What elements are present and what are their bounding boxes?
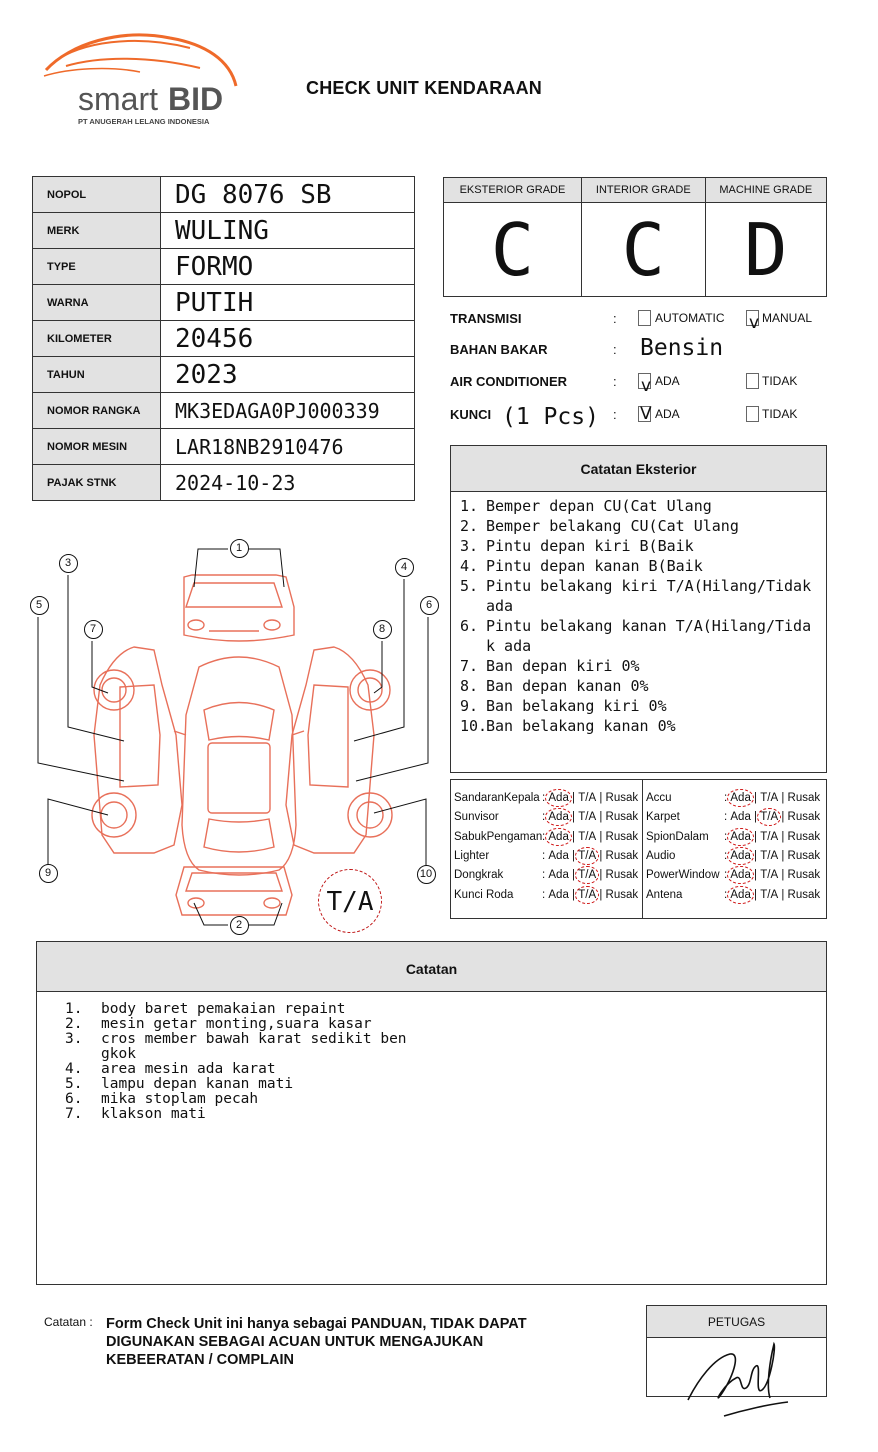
field-label: WARNA — [33, 285, 161, 321]
bahan-bakar-value: Bensin — [640, 335, 724, 361]
accessory-options-right-1: : Ada | T/A | Rusak — [724, 811, 821, 824]
machine-grade-value: D — [705, 203, 826, 297]
accessory-name-left-5: Kunci Roda — [454, 888, 514, 901]
list-item: 3. cros member bawah karat sedikit ben gkok — [65, 1031, 407, 1062]
accessory-option[interactable]: Ada — [730, 869, 751, 882]
notes-list — [37, 992, 826, 1122]
accessory-name-left-3: Lighter — [454, 849, 490, 862]
exterior-notes-panel — [450, 445, 827, 773]
list-item: 9. Ban belakang kiri 0% — [460, 697, 667, 715]
table-row — [33, 249, 415, 285]
automatic-checkbox[interactable] — [638, 310, 651, 326]
accessory-option[interactable]: T/A — [578, 792, 597, 804]
list-item: 4. Pintu depan kanan B(Baik — [460, 557, 703, 575]
list-item: 3. Pintu depan kiri B(Baik — [460, 537, 694, 555]
list-item: 2. Bemper belakang CU(Cat Ulang — [460, 517, 739, 535]
table-row — [33, 285, 415, 321]
accessory-options-right-4: : Ada | T/A | Rusak — [724, 869, 821, 882]
notes-panel — [36, 941, 827, 1285]
notes-title: Catatan — [37, 942, 826, 992]
accessory-options-right-0: : Ada | T/A | Rusak — [724, 792, 821, 804]
accessory-option[interactable]: Ada — [548, 849, 569, 862]
exterior-notes-list — [451, 492, 826, 736]
car-outline-icon — [24, 535, 444, 935]
diagram-marker-8: 8 — [373, 620, 392, 639]
car-swoosh-icon — [40, 26, 250, 130]
page-title: CHECK UNIT KENDARAAN — [306, 78, 542, 98]
accessory-option[interactable]: Ada — [548, 869, 569, 882]
ac-ada-option-label: ADA — [655, 374, 680, 388]
field-label: NOMOR RANGKA — [33, 393, 161, 429]
table-row — [33, 393, 415, 429]
accessory-option[interactable]: T/A — [760, 849, 779, 862]
field-value: 2023 — [161, 357, 415, 393]
field-value: PUTIH — [161, 285, 415, 321]
list-item: 6. Pintu belakang kanan T/A(Hilang/Tidak ada — [460, 617, 812, 655]
accessories-panel — [450, 779, 827, 919]
field-label: KILOMETER — [33, 321, 161, 357]
car-damage-diagram — [24, 535, 444, 935]
accessory-option[interactable]: Rusak — [787, 849, 821, 862]
table-row — [33, 213, 415, 249]
diagram-marker-6: 6 — [420, 596, 439, 615]
diagram-marker-3: 3 — [59, 554, 78, 573]
interior-grade-value: C — [581, 203, 705, 297]
company-logo — [40, 26, 250, 130]
footer-label: Catatan : — [44, 1315, 93, 1329]
kunci-label: KUNCI — [450, 407, 492, 422]
automatic-option-label: AUTOMATIC — [655, 311, 725, 325]
accessory-name-right-3: Audio — [646, 849, 676, 862]
accessory-option[interactable]: T/A — [760, 792, 779, 804]
kunci-count: (1 Pcs) — [502, 404, 599, 430]
accessory-option[interactable]: Ada — [548, 830, 569, 843]
vehicle-info-table — [32, 176, 415, 501]
field-value: MK3EDAGA0PJ000339 — [161, 393, 415, 429]
table-row — [33, 465, 415, 501]
accessory-name-left-1: Sunvisor — [454, 811, 499, 824]
field-label: MERK — [33, 213, 161, 249]
accessory-name-right-0: Accu — [646, 792, 672, 804]
disclaimer-text: Form Check Unit ini hanya sebagai PANDUAN, TIDAK DAPAT DIGUNAKAN SEBAGAI ACUAN UNTUK MENGAJUKAN KEBEERATAN / COMPLAIN — [106, 1316, 527, 1368]
accessory-name-left-0: SandaranKepala — [454, 792, 540, 804]
ac-label: AIR CONDITIONER — [450, 374, 567, 389]
grade-table — [443, 177, 827, 297]
colon: : — [613, 407, 617, 422]
field-value: FORMO — [161, 249, 415, 285]
table-row — [33, 357, 415, 393]
accessory-options-right-2: : Ada | T/A | Rusak — [724, 830, 821, 843]
table-row — [33, 177, 415, 213]
kunci-tidak-checkbox[interactable] — [746, 406, 759, 422]
list-item: 5. lampu depan kanan mati — [65, 1076, 294, 1092]
grade-label: INTERIOR GRADE — [581, 178, 705, 203]
diagram-marker-10: 10 — [417, 865, 436, 884]
diagram-marker-9: 9 — [39, 864, 58, 883]
accessory-options-left-4: : Ada | T/A | Rusak — [542, 869, 639, 882]
exterior-grade-value: C — [444, 203, 582, 297]
list-item: 7. Ban depan kiri 0% — [460, 657, 640, 675]
accessory-option[interactable]: T/A — [578, 811, 597, 824]
colon: : — [613, 342, 617, 357]
manual-option-label: MANUAL — [762, 311, 813, 325]
diagram-marker-1: 1 — [230, 539, 249, 558]
accessory-option[interactable]: Rusak — [605, 869, 639, 882]
colon: : — [613, 374, 617, 389]
diagram-marker-7: 7 — [84, 620, 103, 639]
svg-text:smart: smart — [78, 81, 158, 117]
accessory-option[interactable]: Rusak — [605, 811, 639, 824]
check-mark-icon: v — [749, 313, 760, 333]
accessory-option[interactable]: Rusak — [787, 888, 821, 901]
accessory-option[interactable]: Rusak — [605, 830, 639, 843]
field-label: TAHUN — [33, 357, 161, 393]
accessory-options-right-3: : Ada | T/A | Rusak — [724, 849, 821, 862]
field-label: NOPOL — [33, 177, 161, 213]
table-row — [33, 321, 415, 357]
svg-text:BID: BID — [168, 81, 224, 117]
ac-tidak-option-label: TIDAK — [762, 374, 798, 388]
accessory-option[interactable]: Rusak — [787, 811, 821, 824]
list-item: 8. Ban depan kanan 0% — [460, 677, 649, 695]
accessory-option[interactable]: Rusak — [787, 869, 821, 882]
list-item: 2. mesin getar monting,suara kasar — [65, 1016, 372, 1032]
accessory-name-left-4: Dongkrak — [454, 869, 504, 882]
petugas-label: PETUGAS — [647, 1306, 826, 1338]
list-item: 1. Bemper depan CU(Cat Ulang — [460, 497, 712, 515]
ac-tidak-checkbox[interactable] — [746, 373, 759, 389]
svg-text:PT ANUGERAH LELANG INDONESIA: PT ANUGERAH LELANG INDONESIA — [78, 117, 210, 126]
grade-label: EKSTERIOR GRADE — [444, 178, 582, 203]
accessory-option[interactable]: T/A — [760, 811, 779, 824]
accessory-option[interactable]: T/A — [760, 869, 779, 882]
accessory-option[interactable]: Ada — [548, 888, 569, 901]
ta-badge: T/A — [318, 869, 382, 933]
accessory-option[interactable]: Ada — [730, 849, 751, 862]
accessory-option[interactable]: T/A — [578, 849, 597, 862]
divider — [642, 780, 643, 918]
signature — [684, 1340, 794, 1420]
accessory-option[interactable]: Rusak — [605, 792, 639, 804]
field-value: 20456 — [161, 321, 415, 357]
accessory-option[interactable]: Ada — [730, 811, 751, 824]
accessory-name-right-1: Karpet — [646, 811, 680, 824]
bahan-bakar-label: BAHAN BAKAR — [450, 342, 548, 357]
accessory-name-right-4: PowerWindow — [646, 869, 720, 882]
list-item: 7. klakson mati — [65, 1106, 206, 1122]
signature-icon — [684, 1340, 794, 1420]
field-label: NOMOR MESIN — [33, 429, 161, 465]
accessory-option[interactable]: Ada — [730, 792, 751, 804]
check-mark-icon: v — [641, 376, 652, 396]
accessory-option[interactable]: Rusak — [787, 792, 821, 804]
accessory-option[interactable]: T/A — [578, 869, 597, 882]
accessory-option[interactable]: T/A — [760, 830, 779, 843]
grade-label: MACHINE GRADE — [705, 178, 826, 203]
colon: : — [613, 311, 617, 326]
list-item: 6. mika stoplam pecah — [65, 1091, 259, 1107]
accessory-option[interactable]: Rusak — [605, 849, 639, 862]
field-label: TYPE — [33, 249, 161, 285]
transmisi-label: TRANSMISI — [450, 311, 522, 326]
check-mark-icon: V — [640, 404, 652, 424]
accessory-name-right-2: SpionDalam — [646, 830, 709, 843]
table-row — [33, 429, 415, 465]
accessory-name-right-5: Antena — [646, 888, 683, 901]
kunci-tidak-option-label: TIDAK — [762, 407, 798, 421]
field-value: DG 8076 SB — [161, 177, 415, 213]
list-item: 4. area mesin ada karat — [65, 1061, 276, 1077]
list-item: 1. body baret pemakaian repaint — [65, 1001, 346, 1017]
diagram-marker-2: 2 — [230, 916, 249, 935]
accessory-option[interactable]: Ada — [548, 811, 569, 824]
diagram-marker-4: 4 — [395, 558, 414, 577]
field-value: LAR18NB2910476 — [161, 429, 415, 465]
accessory-options-left-1: : Ada | T/A | Rusak — [542, 811, 639, 824]
accessory-options-left-3: : Ada | T/A | Rusak — [542, 849, 639, 862]
accessory-options-left-0: : Ada | T/A | Rusak — [542, 792, 639, 804]
accessory-option[interactable]: Ada — [548, 792, 569, 804]
kunci-ada-option-label: ADA — [655, 407, 680, 421]
field-value: 2024-10-23 — [161, 465, 415, 501]
accessory-option[interactable]: Ada — [730, 888, 751, 901]
accessory-options-right-5: : Ada | T/A | Rusak — [724, 888, 821, 901]
diagram-marker-5: 5 — [30, 596, 49, 615]
exterior-notes-title: Catatan Eksterior — [451, 446, 826, 492]
field-value: WULING — [161, 213, 415, 249]
accessory-option[interactable]: T/A — [760, 888, 779, 901]
field-label: PAJAK STNK — [33, 465, 161, 501]
accessory-option[interactable]: Ada — [730, 830, 751, 843]
accessory-option[interactable]: T/A — [578, 888, 597, 901]
list-item: 5. Pintu belakang kiri T/A(Hilang/Tidak ada — [460, 577, 812, 615]
list-item: 10. Ban belakang kanan 0% — [460, 717, 676, 735]
accessory-options-left-2: : Ada | T/A | Rusak — [542, 830, 639, 843]
accessory-option[interactable]: Rusak — [787, 830, 821, 843]
accessory-option[interactable]: T/A — [578, 830, 597, 843]
accessory-option[interactable]: Rusak — [605, 888, 639, 901]
accessory-name-left-2: SabukPengaman — [454, 830, 543, 843]
accessory-options-left-5: : Ada | T/A | Rusak — [542, 888, 639, 901]
